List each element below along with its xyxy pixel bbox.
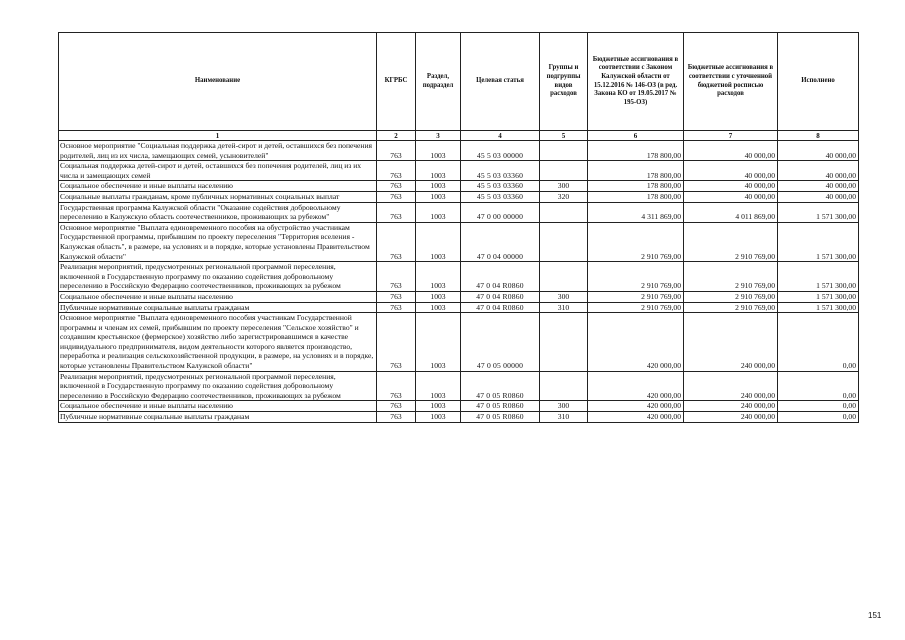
row-kgrbs-cell: 763 [377,371,416,401]
table-row [59,181,859,192]
col-header-executed: Исполнено [778,33,859,131]
row-budget-refined-cell: 40 000,00 [684,141,778,161]
row-kgrbs-cell: 763 [377,161,416,181]
row-budget-law-cell: 2 910 769,00 [588,302,684,313]
table-row [59,161,859,181]
col-header-kgrbs: КГРБС [377,33,416,131]
col-number: 6 [588,131,684,141]
row-executed-cell: 40 000,00 [778,141,859,161]
row-group-cell [540,222,588,261]
row-kgrbs-cell: 763 [377,412,416,423]
row-section-cell: 1003 [416,202,461,222]
row-group-cell [540,371,588,401]
row-executed-cell: 0,00 [778,371,859,401]
row-section-cell: 1003 [416,161,461,181]
row-kgrbs-cell: 763 [377,202,416,222]
row-target-cell: 45 5 03 03360 [461,191,540,202]
row-budget-law-cell: 178 800,00 [588,161,684,181]
row-kgrbs-cell: 763 [377,313,416,372]
table-row [59,191,859,202]
row-section-cell: 1003 [416,141,461,161]
col-header-budget-law: Бюджетные ассигнования в соответствии с Законом Калужской области от 15.12.2016 № 146-ОЗ (в ред. Закона КО от 19.05.2017 № 195-ОЗ) [588,33,684,131]
col-number: 1 [59,131,377,141]
row-group-cell: 320 [540,191,588,202]
header-row [59,33,859,131]
row-budget-refined-cell: 4 011 869,00 [684,202,778,222]
row-kgrbs-cell: 763 [377,291,416,302]
table-row [59,262,859,292]
row-budget-refined-cell: 240 000,00 [684,401,778,412]
table-row [59,202,859,222]
row-executed-cell: 1 571 300,00 [778,291,859,302]
row-budget-law-cell: 4 311 869,00 [588,202,684,222]
table-row [59,412,859,423]
table-row [59,401,859,412]
column-number-row [59,131,859,141]
row-budget-refined-cell: 40 000,00 [684,181,778,192]
row-kgrbs-cell: 763 [377,181,416,192]
row-target-cell: 47 0 04 R0860 [461,262,540,292]
col-header-group: Группы и подгруппы видов расходов [540,33,588,131]
table-row [59,313,859,372]
row-executed-cell: 40 000,00 [778,191,859,202]
row-group-cell: 310 [540,302,588,313]
row-name-cell: Публичные нормативные социальные выплаты гражданам [59,412,377,423]
row-budget-refined-cell: 40 000,00 [684,191,778,202]
row-name-cell: Основное мероприятие "Выплата единовременного пособия на обустройство участникам Государственной программы, прибывшим по проекту переселения "Территория вселения - Калужская область", в размере, на условиях и в порядке, которые установлены Правительством Калужской области" [59,222,377,261]
table-row [59,141,859,161]
row-group-cell: 300 [540,401,588,412]
table-row [59,222,859,261]
row-section-cell: 1003 [416,181,461,192]
row-budget-law-cell: 2 910 769,00 [588,291,684,302]
row-executed-cell: 0,00 [778,412,859,423]
row-budget-refined-cell: 240 000,00 [684,313,778,372]
budget-table [58,32,859,423]
row-budget-refined-cell: 40 000,00 [684,161,778,181]
row-target-cell: 47 0 04 00000 [461,222,540,261]
row-name-cell: Основное мероприятие "Выплата единовременного пособия участникам Государственной программы и членам их семей, прибывшим по проекту переселения "Сельское хозяйство" и создавшим крестьянское (фермерское) хозяйство либо зарегистрировавшимся в качестве индивидуального предпринимателя, видом деятельности которого является производство, переработка и реализация сельскохозяйственной продукции, в размере, на условиях и в порядке, которые установлены Правительством Калужской области" [59,313,377,372]
col-number: 3 [416,131,461,141]
row-name-cell: Социальная поддержка детей-сирот и детей, оставшихся без попечения родителей, лиц из их числа и замещающих семей [59,161,377,181]
row-name-cell: Основное мероприятие "Социальная поддержка детей-сирот и детей, оставшихся без попечения родителей, лиц из их числа, замещающих семей, усыновителей" [59,141,377,161]
row-group-cell: 300 [540,181,588,192]
row-target-cell: 47 0 04 R0860 [461,302,540,313]
row-executed-cell: 0,00 [778,313,859,372]
row-group-cell: 300 [540,291,588,302]
row-budget-refined-cell: 2 910 769,00 [684,291,778,302]
row-section-cell: 1003 [416,313,461,372]
table-row [59,302,859,313]
row-section-cell: 1003 [416,302,461,313]
row-budget-refined-cell: 2 910 769,00 [684,222,778,261]
col-number: 8 [778,131,859,141]
row-name-cell: Реализация мероприятий, предусмотренных региональной программой переселения, включенной в Государственную программу по оказанию содействия добровольному переселению в Российскую Федерацию соотечественников, проживающих за рубежом [59,371,377,401]
row-budget-law-cell: 178 800,00 [588,191,684,202]
row-section-cell: 1003 [416,222,461,261]
col-number: 5 [540,131,588,141]
row-executed-cell: 1 571 300,00 [778,202,859,222]
row-group-cell [540,202,588,222]
row-budget-refined-cell: 2 910 769,00 [684,302,778,313]
row-kgrbs-cell: 763 [377,262,416,292]
row-name-cell: Социальное обеспечение и иные выплаты населению [59,291,377,302]
row-section-cell: 1003 [416,412,461,423]
row-budget-law-cell: 2 910 769,00 [588,222,684,261]
row-budget-refined-cell: 240 000,00 [684,371,778,401]
col-header-target: Целевая статья [461,33,540,131]
col-number: 7 [684,131,778,141]
row-kgrbs-cell: 763 [377,302,416,313]
row-name-cell: Социальное обеспечение и иные выплаты населению [59,401,377,412]
page-number: 151 [868,611,882,620]
row-name-cell: Реализация мероприятий, предусмотренных региональной программой переселения, включенной в Государственную программу по оказанию содействия добровольному переселению в Российскую Федерацию соотечественников, проживающих за рубежом [59,262,377,292]
row-section-cell: 1003 [416,371,461,401]
row-executed-cell: 1 571 300,00 [778,222,859,261]
row-section-cell: 1003 [416,291,461,302]
col-header-name: Наименование [59,33,377,131]
row-name-cell: Публичные нормативные социальные выплаты гражданам [59,302,377,313]
row-budget-law-cell: 420 000,00 [588,371,684,401]
row-group-cell [540,161,588,181]
row-kgrbs-cell: 763 [377,222,416,261]
table-row [59,371,859,401]
row-executed-cell: 40 000,00 [778,161,859,181]
row-kgrbs-cell: 763 [377,401,416,412]
col-header-section: Раздел, подраздел [416,33,461,131]
row-group-cell [540,141,588,161]
row-target-cell: 45 5 03 00000 [461,141,540,161]
row-executed-cell: 1 571 300,00 [778,302,859,313]
row-target-cell: 47 0 05 R0860 [461,401,540,412]
row-section-cell: 1003 [416,191,461,202]
col-number: 4 [461,131,540,141]
row-name-cell: Социальное обеспечение и иные выплаты населению [59,181,377,192]
row-budget-law-cell: 420 000,00 [588,401,684,412]
row-budget-law-cell: 178 800,00 [588,181,684,192]
row-budget-law-cell: 420 000,00 [588,412,684,423]
table-row [59,291,859,302]
row-executed-cell: 40 000,00 [778,181,859,192]
row-executed-cell: 1 571 300,00 [778,262,859,292]
row-budget-law-cell: 178 800,00 [588,141,684,161]
row-target-cell: 47 0 00 00000 [461,202,540,222]
row-budget-law-cell: 2 910 769,00 [588,262,684,292]
row-name-cell: Социальные выплаты гражданам, кроме публичных нормативных социальных выплат [59,191,377,202]
row-kgrbs-cell: 763 [377,191,416,202]
col-number: 2 [377,131,416,141]
row-target-cell: 47 0 05 00000 [461,313,540,372]
row-name-cell: Государственная программа Калужской области "Оказание содействия добровольному переселению в Калужскую область соотечественников, проживающих за рубежом" [59,202,377,222]
row-budget-refined-cell: 240 000,00 [684,412,778,423]
row-group-cell [540,262,588,292]
row-group-cell: 310 [540,412,588,423]
row-target-cell: 47 0 05 R0860 [461,412,540,423]
row-section-cell: 1003 [416,262,461,292]
row-target-cell: 47 0 05 R0860 [461,371,540,401]
row-target-cell: 45 5 03 03360 [461,181,540,192]
row-budget-law-cell: 420 000,00 [588,313,684,372]
row-target-cell: 45 5 03 03360 [461,161,540,181]
row-kgrbs-cell: 763 [377,141,416,161]
row-section-cell: 1003 [416,401,461,412]
row-budget-refined-cell: 2 910 769,00 [684,262,778,292]
row-group-cell [540,313,588,372]
row-target-cell: 47 0 04 R0860 [461,291,540,302]
col-header-budget-refined: Бюджетные ассигнования в соответствии с уточненной бюджетной росписью расходов [684,33,778,131]
row-executed-cell: 0,00 [778,401,859,412]
